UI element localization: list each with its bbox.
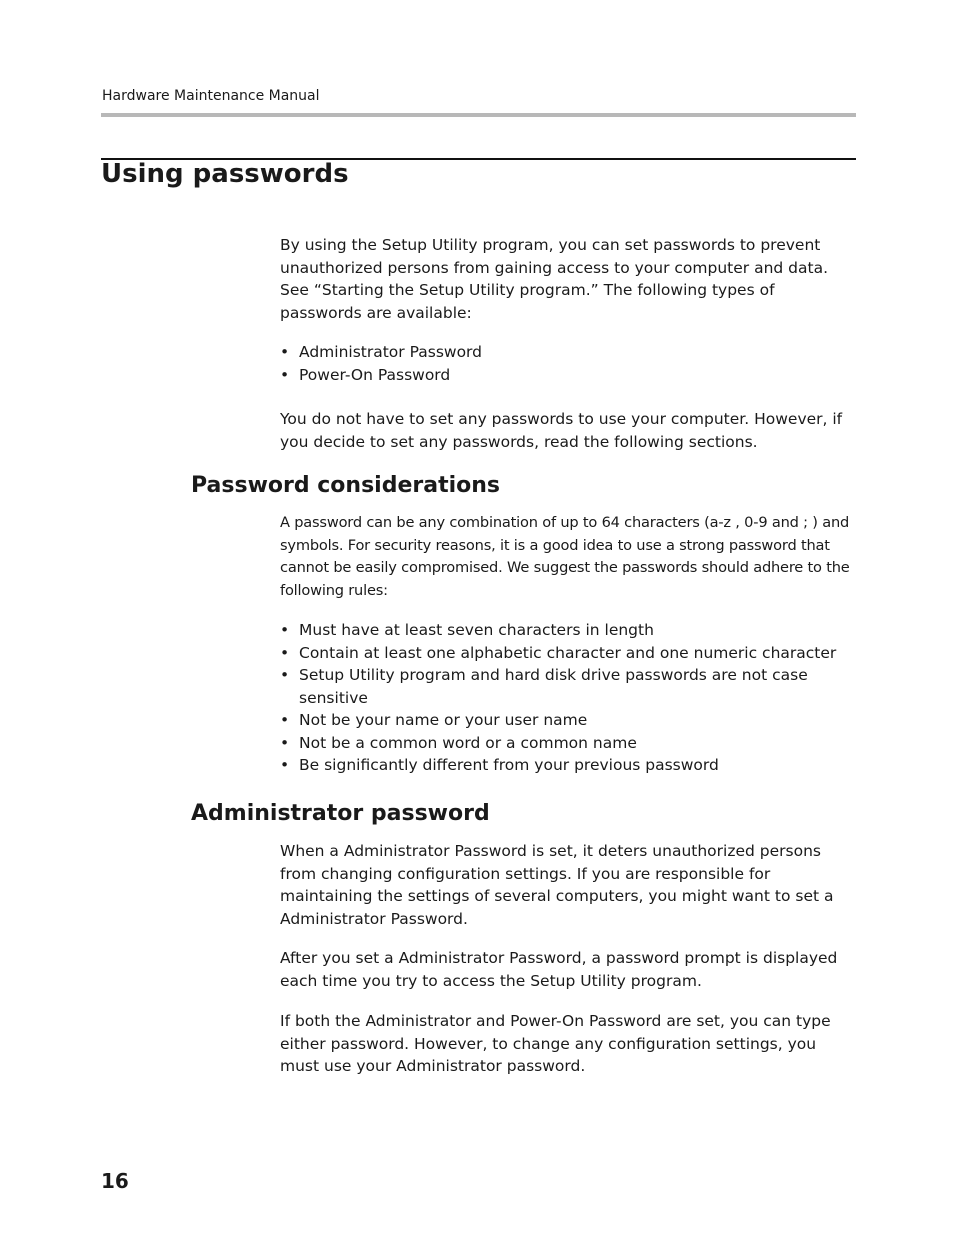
administrator-paragraph-3: If both the Administrator and Power-On Password are set, you can type either password. However, to change any configuration settings, you must use your Administrator password. [280,1012,831,1075]
list-item-text: Be significantly different from your previous password [299,756,719,774]
list-item [280,619,858,642]
administrator-paragraph-1: When a Administrator Password is set, it deters unauthorized persons from changing configuration settings. If you are responsible for maintaining the settings of several computers, you might want to set a Administrator Password. [280,842,834,928]
section-heading-administrator: Administrator password [191,801,490,826]
running-head: Hardware Maintenance Manual [102,88,320,104]
intro-note: You do not have to set any passwords to use your computer. However, if you decide to set any passwords, read the following sections. [280,410,843,451]
list-item-text: Not be a common word or a common name [299,733,637,752]
list-item [280,754,858,777]
page-title: Using passwords [101,159,349,189]
list-item [280,341,858,364]
list-item [280,732,858,755]
list-item-text: Administrator Password [299,343,482,361]
list-item [280,642,858,665]
bullet-icon: • [280,666,290,684]
bullet-icon: • [280,756,290,774]
bullet-icon: • [280,643,290,662]
bullet-icon: • [280,365,290,384]
list-item-text: Power-On Password [299,365,451,384]
password-rules-list [280,619,858,777]
list-item [280,709,858,732]
bullet-icon: • [280,621,290,639]
password-types-list [280,341,858,386]
list-item-text: Setup Utility program and hard disk drive passwords are not case sensitive [299,666,808,707]
intro-paragraph: By using the Setup Utility program, you can set passwords to prevent unauthorized persons from gaining access to your computer and data. See “Starting the Setup Utility program.” The following types of passwords are available: [280,236,828,322]
list-item [280,364,858,387]
section-heading-considerations: Password considerations [191,473,501,498]
page-number: 16 [101,1169,129,1193]
header-rule [101,113,856,117]
bullet-icon: • [280,733,290,752]
administrator-paragraph-2: After you set a Administrator Password, a password prompt is displayed each time you try to access the Setup Utility program. [280,949,838,990]
bullet-icon: • [280,343,290,361]
list-item [280,664,858,709]
list-item-text: Contain at least one alphabetic character and one numeric character [299,643,837,662]
list-item-text: Must have at least seven characters in length [299,621,654,639]
considerations-paragraph: A password can be any combination of up to 64 characters (a-z , 0-9 and ; ) and symbols. For security reasons, it is a good idea to use a strong password that cannot be easily compromised. We suggest the passwords should adhere to the following rules: [280,514,850,599]
list-item-text: Not be your name or your user name [299,711,588,729]
bullet-icon: • [280,711,290,729]
